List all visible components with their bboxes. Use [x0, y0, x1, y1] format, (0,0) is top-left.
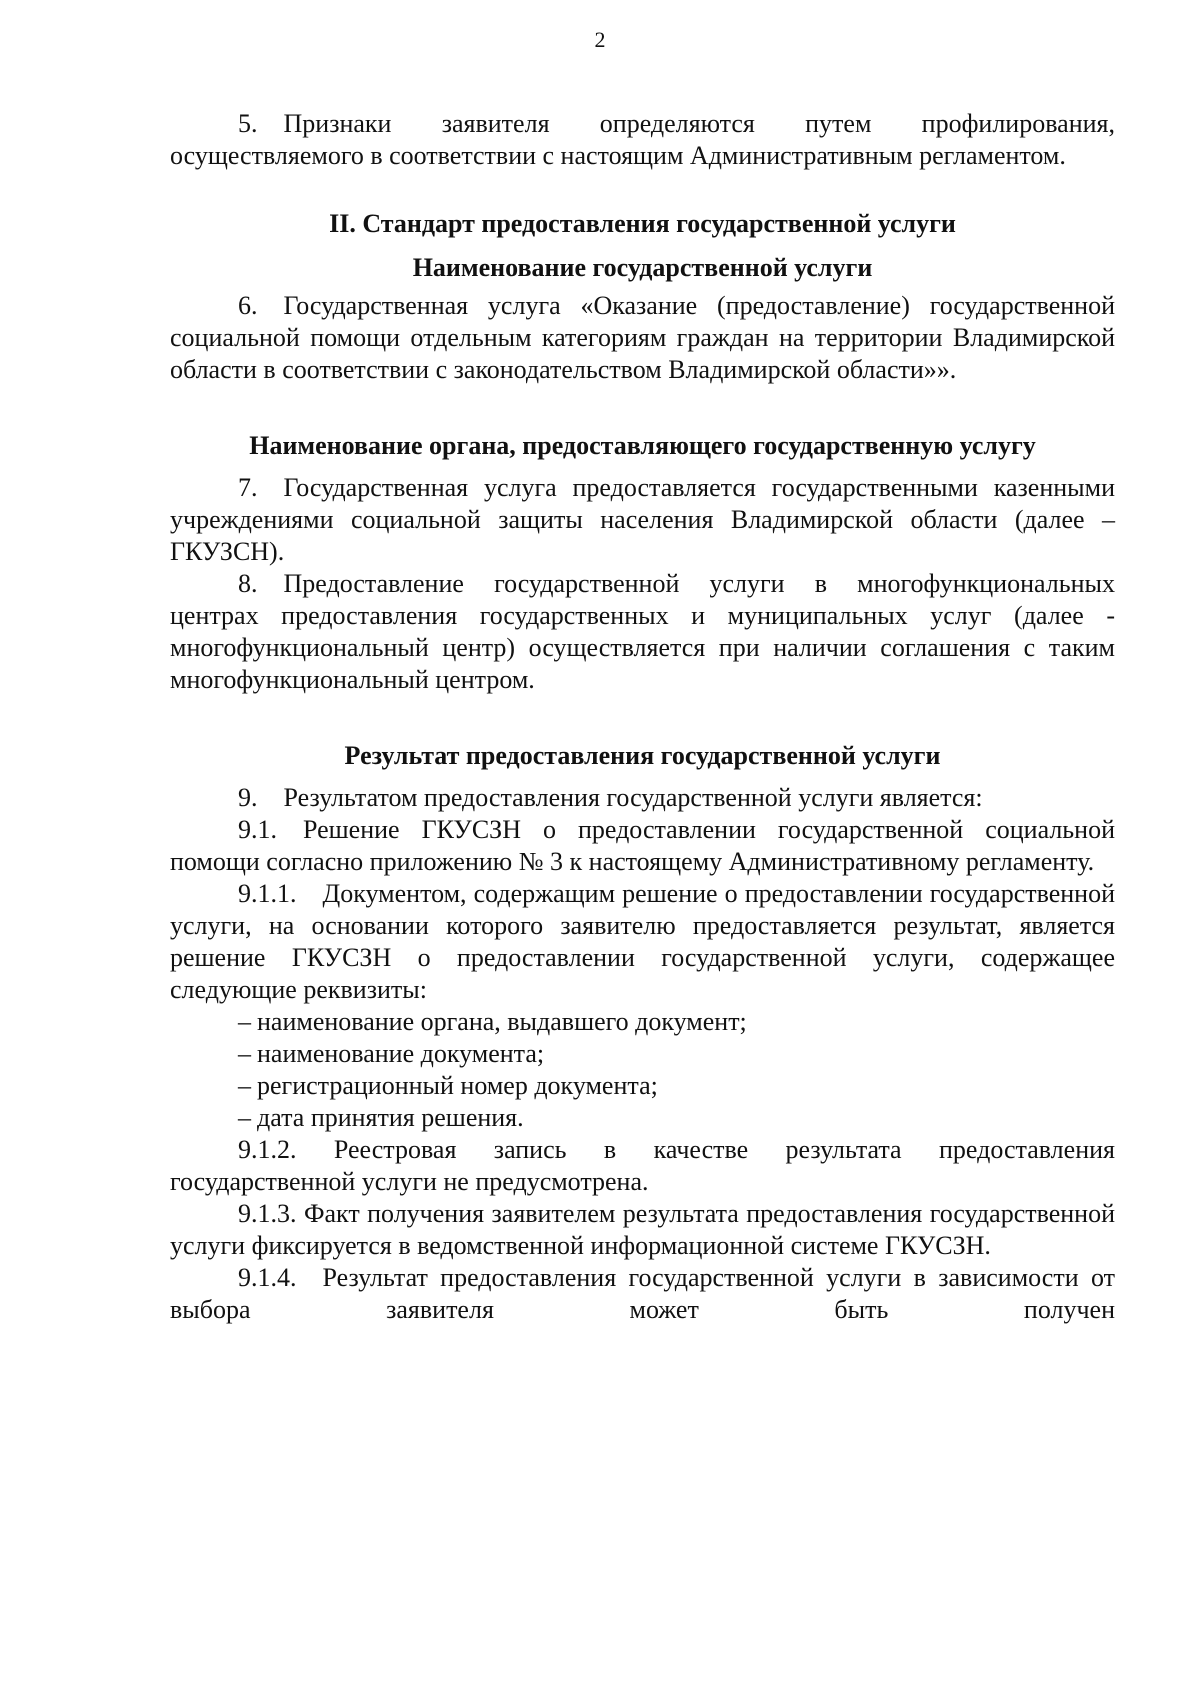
list-item: [238, 1038, 1115, 1070]
list-item-text: наименование органа, выдавшего документ;: [257, 1007, 747, 1036]
page-number: 2: [594, 27, 606, 52]
requisites-list: [170, 1006, 1115, 1134]
dash-marker: –: [238, 1007, 251, 1036]
heading-organ: Наименование органа, предоставляющего государственную услугу: [249, 431, 1036, 460]
list-item: [238, 1070, 1115, 1102]
dash-marker: –: [238, 1071, 251, 1100]
list-item-text: регистрационный номер документа;: [257, 1071, 658, 1100]
dash-marker: –: [238, 1039, 251, 1068]
dash-marker: –: [238, 1103, 251, 1132]
list-item-text: наименование документа;: [257, 1039, 545, 1068]
heading-result: Результат предоставления государственной услуги: [344, 741, 941, 770]
paragraph-7: 7. Государственная услуга предоставляется государственными казенными учреждениями социальной защиты населения Владимирской области (далее – ГКУЗСН).: [170, 473, 1115, 566]
section-title: II. Стандарт предоставления государственной услуги: [329, 209, 956, 238]
paragraph-9-1-3: 9.1.3. Факт получения заявителем результата предоставления государственной услуги фиксируется в ведомственной информационной системе ГКУСЗН.: [170, 1199, 1115, 1260]
heading-service-name: Наименование государственной услуги: [412, 253, 873, 282]
paragraph-9-1-1: 9.1.1. Документом, содержащим решение о предоставлении государственной услуги, на основании которого заявителю предоставляется результат, является решение ГКУСЗН о предоставлении государственной услуги, содержащее следующие реквизиты:: [170, 879, 1115, 1004]
document-body: [170, 108, 1115, 1326]
paragraph-9-1: 9.1. Решение ГКУСЗН о предоставлении государственной социальной помощи согласно приложению № 3 к настоящему Административному регламенту.: [170, 815, 1115, 876]
list-item: [238, 1102, 1115, 1134]
paragraph-9-1-4: 9.1.4. Результат предоставления государственной услуги в зависимости от выбора заявителя может быть получен: [170, 1263, 1115, 1324]
paragraph-6: 6. Государственная услуга «Оказание (предоставление) государственной социальной помощи отдельным категориям граждан на территории Владимирской области в соответствии с законодательством Владимирской области»».: [170, 291, 1115, 384]
list-item: [238, 1006, 1115, 1038]
paragraph-5: 5. Признаки заявителя определяются путем профилирования, осуществляемого в соответствии с настоящим Административным регламентом.: [170, 109, 1115, 170]
paragraph-8: 8. Предоставление государственной услуги в многофункциональных центрах предоставления государственных и муниципальных услуг (далее - многофункциональный центр) осуществляется при наличии соглашения с таким многофункциональный центром.: [170, 569, 1115, 694]
paragraph-9: 9. Результатом предоставления государственной услуги является:: [238, 783, 983, 812]
list-item-text: дата принятия решения.: [257, 1103, 524, 1132]
paragraph-9-1-2: 9.1.2. Реестровая запись в качестве результата предоставления государственной услуги не предусмотрена.: [170, 1135, 1115, 1196]
